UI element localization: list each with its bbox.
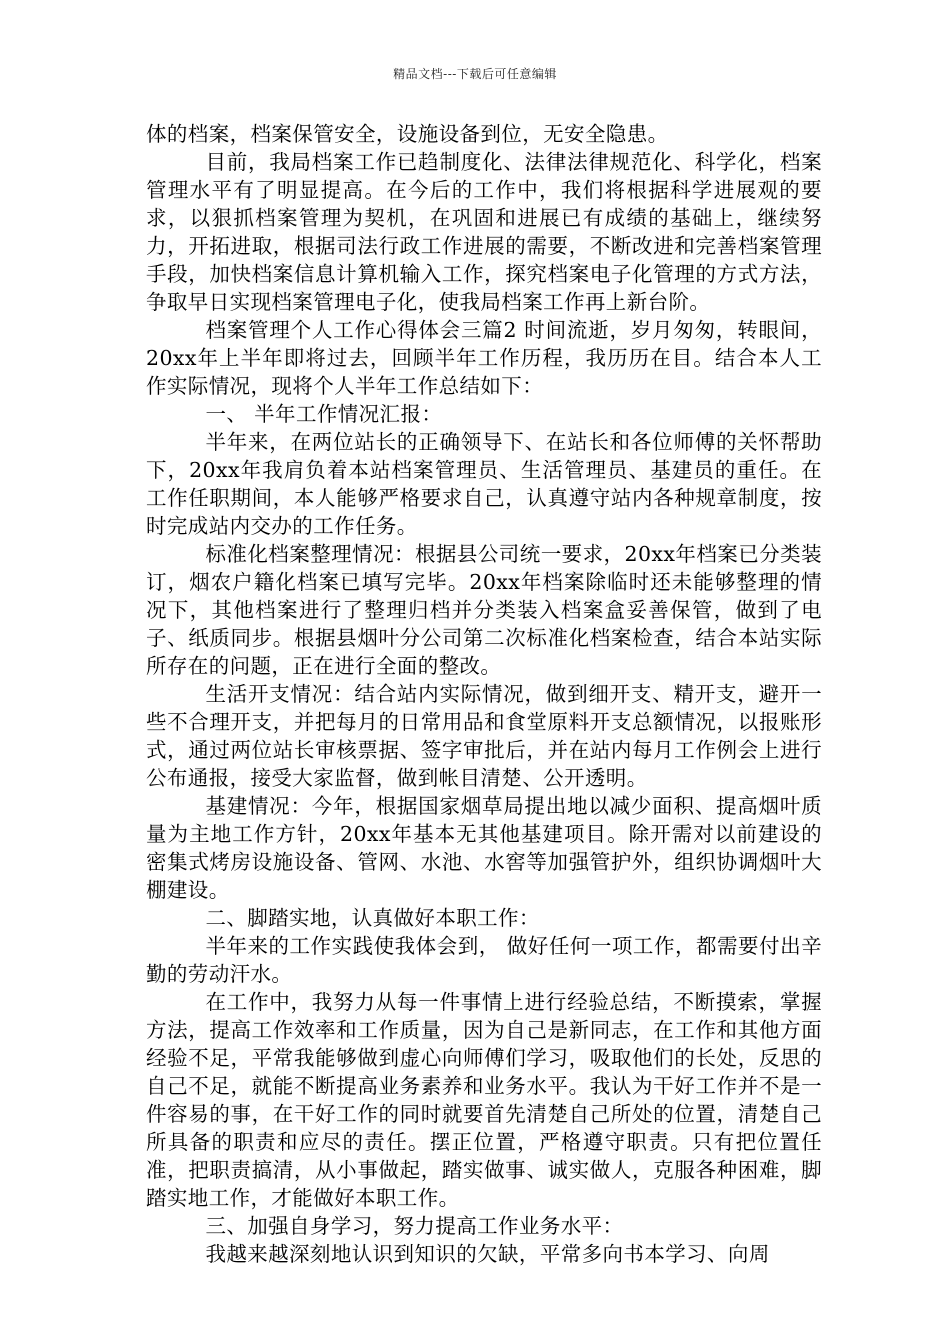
paragraph: 生活开支情况：结合站内实际情况，做到细开支、精开支，避开一些不合理开支，并把每月的日常用品和食堂原料开支总额情况，以报账形式，通过两位站长审核票据、签字审批后，并在站内每月工作例会上进行公布通报，接受大家监督，做到帐目清楚、公开透明。 xyxy=(146,682,822,790)
section-heading: 二、脚踏实地，认真做好本职工作： xyxy=(205,906,540,930)
paragraph: 半年来，在两位站长的正确领导下、在站长和各位师傅的关怀帮助下，20xx年我肩负着本站档案管理员、生活管理员、基建员的重任。在工作任职期间，本人能够严格要求自己，认真遵守站内各种规章制度，按时完成站内交办的工作任务。 xyxy=(146,430,822,538)
page-header: 精品文档---下载后可任意编辑 xyxy=(393,67,557,81)
section-heading: 一、 半年工作情况汇报： xyxy=(205,402,443,426)
paragraph: 基建情况：今年，根据国家烟草局提出地以减少面积、提高烟叶质量为主地工作方针，20xx年基本无其他基建项目。除开需对以前建设的密集式烤房设施设备、管网、水池、水窖等加强管护外，组织协调烟叶大棚建设。 xyxy=(146,794,822,902)
paragraph: 标准化档案整理情况：根据县公司统一要求，20xx年档案已分类装订，烟农户籍化档案已填写完毕。20xx年档案除临时还未能够整理的情况下，其他档案进行了整理归档并分类装入档案盒妥善保管，做到了电子、纸质同步。根据县烟叶分公司第二次标准化档案检查，结合本站实际所存在的问题，正在进行全面的整改。 xyxy=(146,542,822,678)
document-body xyxy=(146,120,822,1268)
paragraph: 在工作中，我努力从每一件事情上进行经验总结，不断摸索，掌握方法，提高工作效率和工作质量，因为自己是新同志，在工作和其他方面经验不足，平常我能够做到虚心向师傅们学习，吸取他们的长处，反思的自己不足，就能不断提高业务素养和业务水平。我认为干好工作并不是一件容易的事，在干好工作的同时就要首先清楚自己所处的位置，清楚自己所具备的职责和应尽的责任。摆正位置，严格遵守职责。只有把位置任准，把职责搞清，从小事做起，踏实做事、诚实做人，克服各种困难，脚踏实地工作，才能做好本职工作。 xyxy=(146,990,822,1210)
paragraph: 半年来的工作实践使我体会到， 做好任何一项工作，都需要付出辛勤的劳动汗水。 xyxy=(146,934,822,986)
paragraph: 目前，我局档案工作已趋制度化、法律法律规范化、科学化，档案管理水平有了明显提高。在今后的工作中，我们将根据科学进展观的要求，以狠抓档案管理为契机，在巩固和进展已有成绩的基础上，继续努力，开拓进取，根据司法行政工作进展的需要，不断改进和完善档案管理手段，加快档案信息计算机输入工作，探究档案电子化管理的方式方法，争取早日实现档案管理电子化，使我局档案工作再上新台阶。 xyxy=(146,150,822,314)
paragraph: 我越来越深刻地认识到知识的欠缺，平常多向书本学习、向周 xyxy=(205,1242,770,1266)
paragraph: 档案管理个人工作心得体会三篇2 时间流逝，岁月匆匆，转眼间，20xx年上半年即将过去，回顾半年工作历程，我历历在目。结合本人工作实际情况，现将个人半年工作总结如下： xyxy=(146,318,822,398)
paragraph: 体的档案，档案保管安全，设施设备到位，无安全隐患。 xyxy=(146,122,669,146)
section-heading: 三、加强自身学习，努力提高工作业务水平： xyxy=(205,1214,624,1238)
